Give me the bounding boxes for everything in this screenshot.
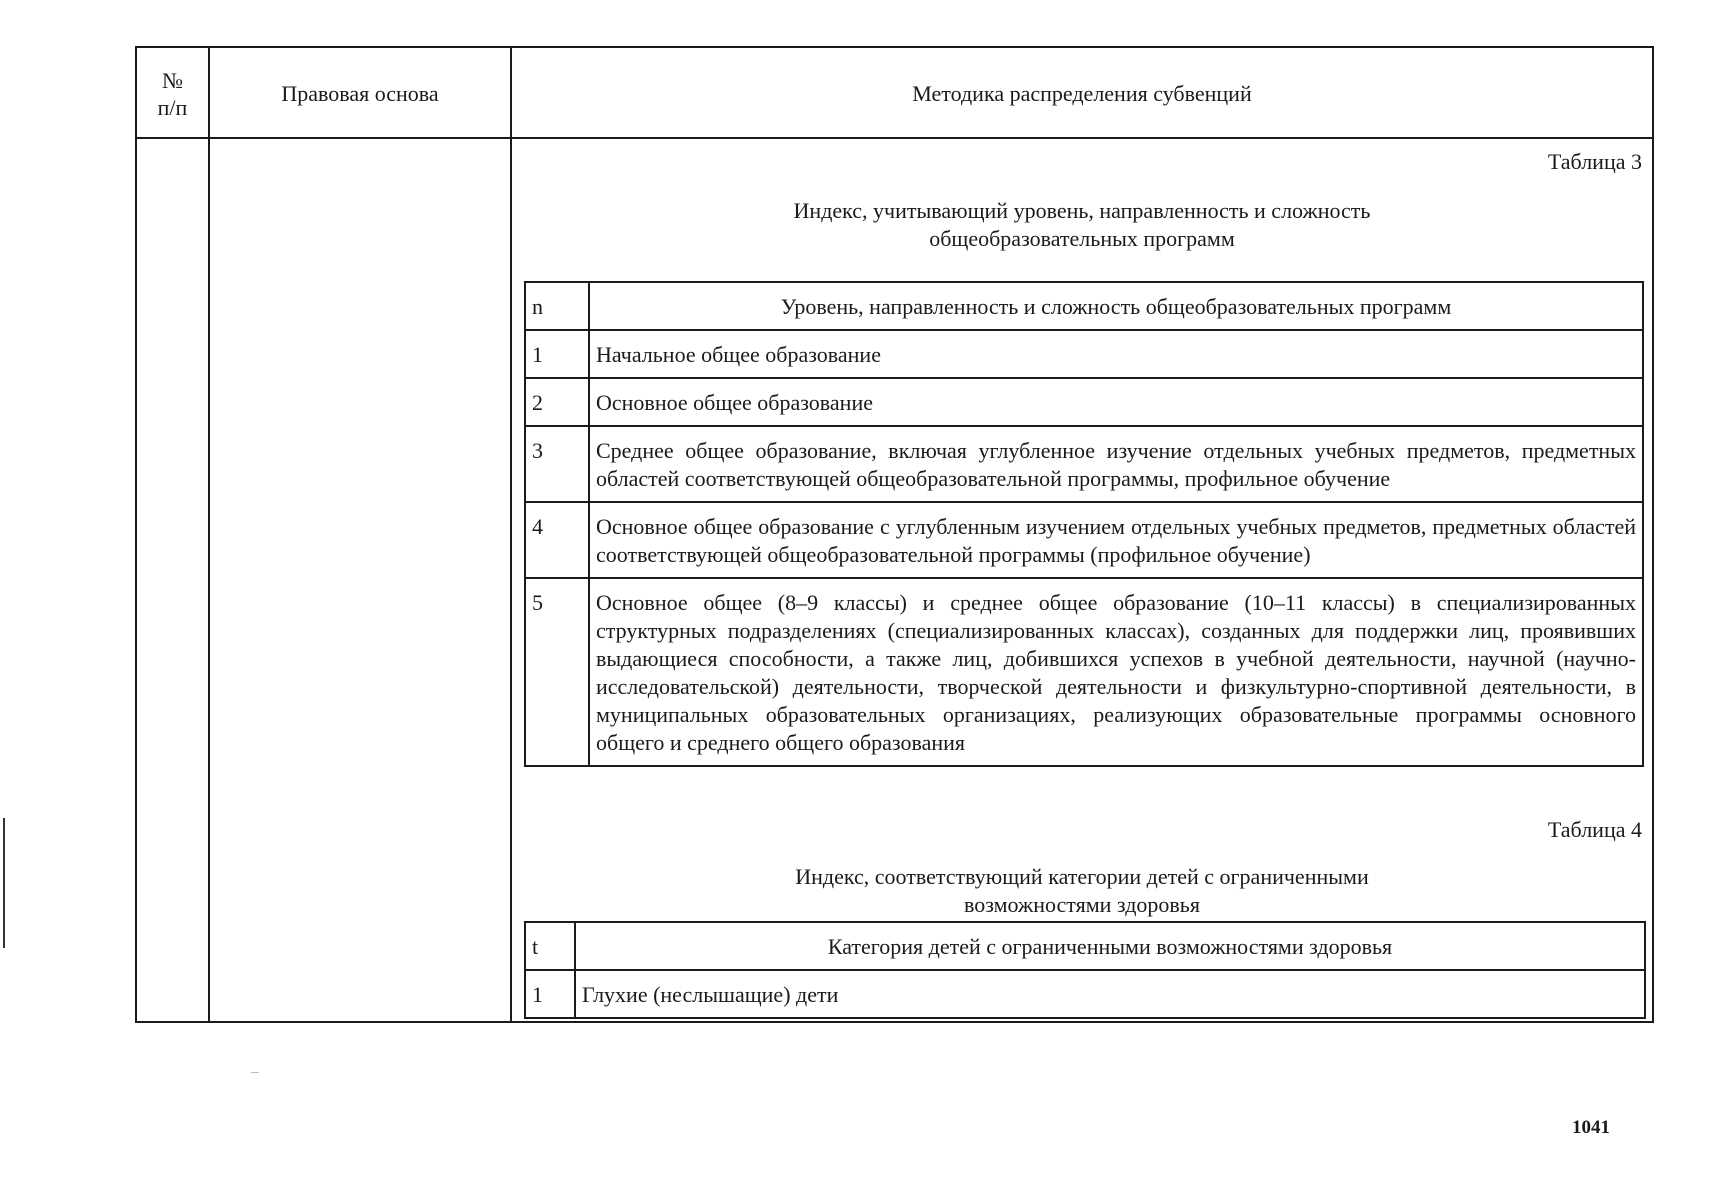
main-table xyxy=(135,46,1654,1023)
table3-header-row xyxy=(525,282,1643,330)
row-number: 1 xyxy=(525,970,575,1018)
table4-label: Таблица 4 xyxy=(1547,817,1642,842)
row-text: Среднее общее образование, включая углубленное изучение отдельных учебных предметов, предметных областей соответствующей общеобразовательной программы, профильное обучение xyxy=(589,426,1643,502)
row-text: Основное общее образование с углубленным изучением отдельных учебных предметов, предметных областей соответствующей общеобразовательной программы (профильное обучение) xyxy=(589,502,1643,578)
table4-title-line2: возможностями здоровья xyxy=(964,892,1200,917)
row-number: 3 xyxy=(525,426,589,502)
row-text: Основное общее (8–9 классы) и среднее общее образование (10–11 классы) в специализированных структурных подразделениях (специализированных классах), созданных для поддержки лиц, проявивших выдающиеся способности, а также лиц, добившихся успехов в учебной деятельности, научной (научно-исследовательской) деятельности, творческой деятельности и физкультурно-спортивной деятельности, в муниципальных образовательных организациях, реализующих образовательные программы основного общего и среднего общего образования xyxy=(589,578,1643,766)
table3-head-num: n xyxy=(525,282,589,330)
table4-head-text: Категория детей с ограниченными возможностями здоровья xyxy=(575,922,1645,970)
table-row xyxy=(525,578,1643,766)
table3-label: Таблица 3 xyxy=(1547,149,1642,174)
table-row xyxy=(525,330,1643,378)
row-text: Начальное общее образование xyxy=(589,330,1643,378)
table3-title-line1: Индекс, учитывающий уровень, направленность и сложность xyxy=(793,198,1371,223)
table4 xyxy=(524,921,1646,1019)
row-number: 2 xyxy=(525,378,589,426)
row-text: Основное общее образование xyxy=(589,378,1643,426)
table-row xyxy=(525,378,1643,426)
table-row xyxy=(525,970,1645,1018)
margin-mark xyxy=(3,818,5,948)
row-text: Глухие (неслышащие) дети xyxy=(575,970,1645,1018)
method-content xyxy=(512,139,1652,1021)
page-number: 1041 xyxy=(1572,1117,1610,1138)
table4-header-row xyxy=(525,922,1645,970)
col-divider-1 xyxy=(208,48,210,1021)
table-row xyxy=(525,502,1643,578)
table3-title-line2: общеобразовательных программ xyxy=(929,226,1235,251)
row-number: 1 xyxy=(525,330,589,378)
header-legal-basis: Правовая основа xyxy=(281,81,439,106)
table3-title xyxy=(512,197,1652,253)
header-method: Методика распределения субвенций xyxy=(912,81,1252,106)
table4-head-num: t xyxy=(525,922,575,970)
header-number: № п/п xyxy=(157,67,188,120)
scan-speck xyxy=(251,1072,259,1073)
row-number: 4 xyxy=(525,502,589,578)
row-number: 5 xyxy=(525,578,589,766)
table3 xyxy=(524,281,1644,767)
table4-title-line1: Индекс, соответствующий категории детей с ограниченными xyxy=(795,864,1369,889)
table4-title xyxy=(512,863,1652,919)
table-row xyxy=(525,426,1643,502)
table3-head-text: Уровень, направленность и сложность общеобразовательных программ xyxy=(589,282,1643,330)
